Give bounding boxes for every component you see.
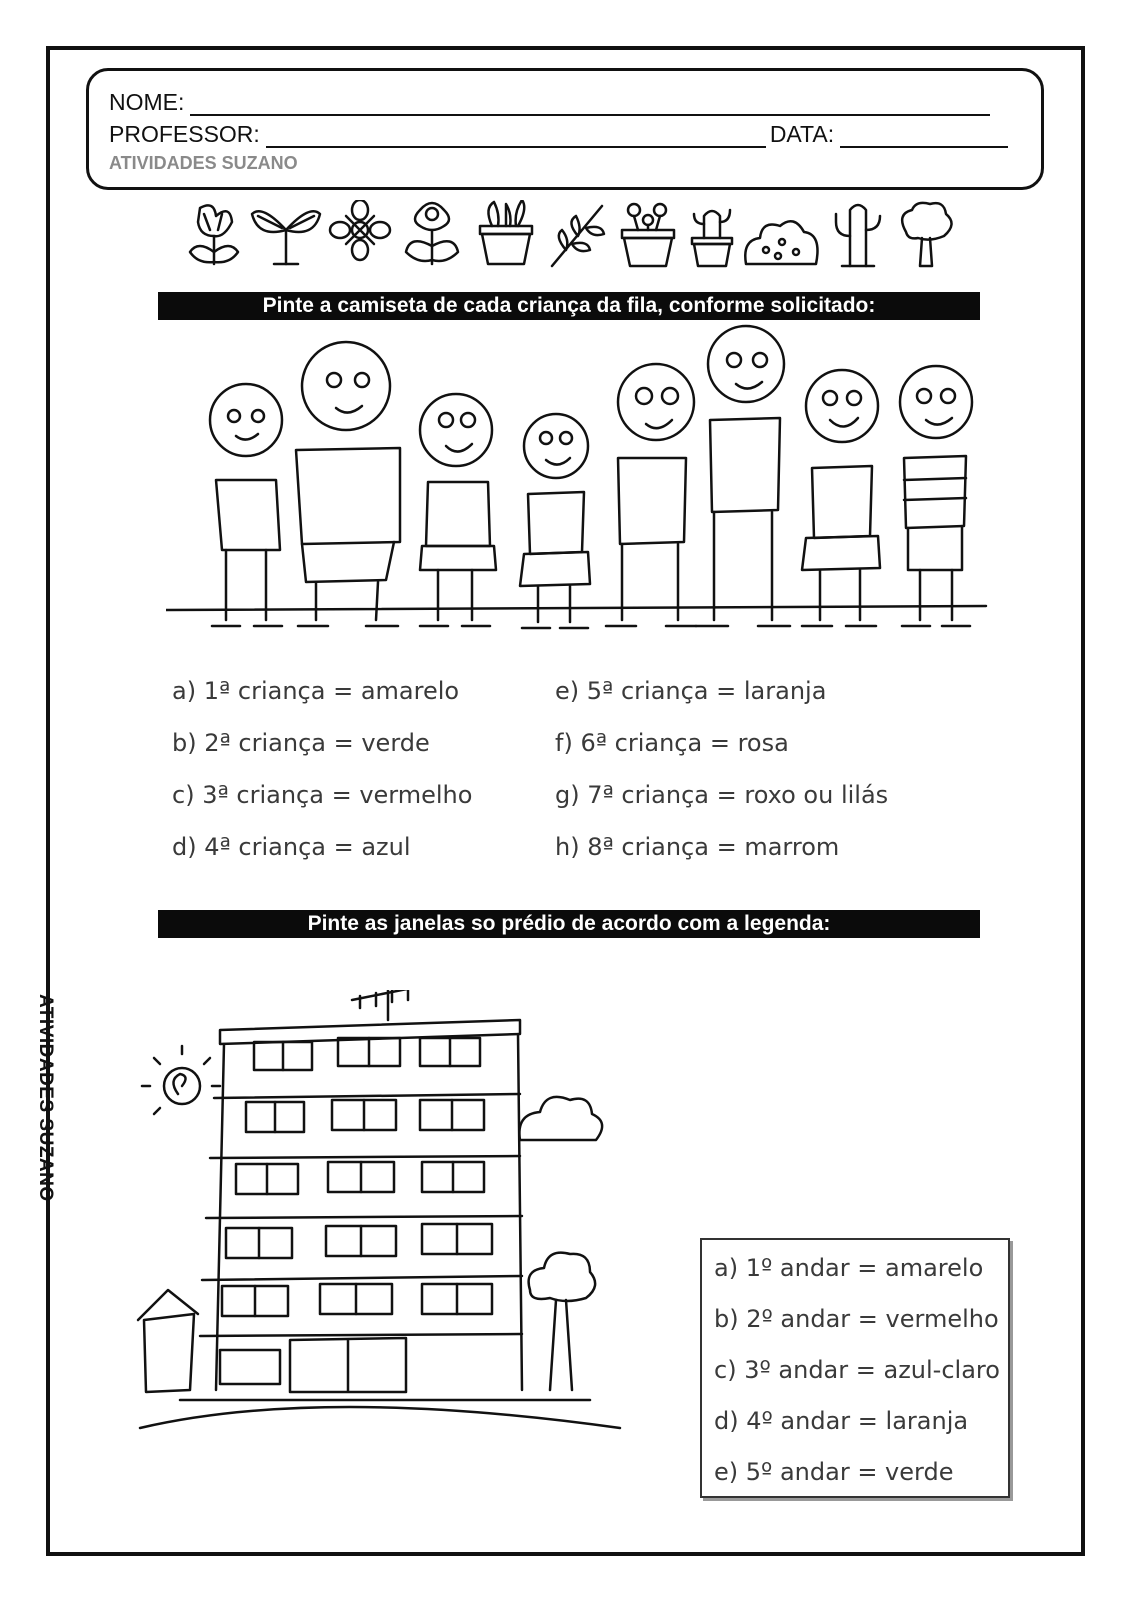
list-item: f) 6ª criança = rosa bbox=[555, 729, 789, 757]
tulip-icon bbox=[190, 205, 238, 264]
small-house bbox=[138, 1290, 198, 1392]
section1-title: Pinte a camiseta de cada criança da fila, conforme solicitado: bbox=[158, 292, 980, 320]
legend-item: c) 3º andar = azul-claro bbox=[714, 1356, 1000, 1384]
list-item: h) 8ª criança = marrom bbox=[555, 833, 840, 861]
student-info-box bbox=[86, 68, 1044, 190]
flower-bush-icon bbox=[406, 203, 458, 264]
list-item: a) 1ª criança = amarelo bbox=[172, 677, 460, 705]
list-item: d) 4ª criança = azul bbox=[172, 833, 411, 861]
building-illustration bbox=[120, 990, 640, 1490]
floor-color-legend bbox=[700, 1238, 1010, 1498]
cactus-pot-icon bbox=[692, 210, 732, 266]
entrance-door bbox=[290, 1338, 406, 1392]
child-4 bbox=[520, 414, 590, 628]
child-1 bbox=[210, 384, 282, 626]
branch-icon bbox=[552, 206, 604, 266]
section1-left-list bbox=[172, 665, 472, 873]
antenna-icon bbox=[352, 990, 432, 1020]
child-6 bbox=[696, 326, 790, 626]
child-2 bbox=[296, 342, 400, 626]
name-label: NOME: bbox=[109, 89, 185, 115]
section1-right-list bbox=[555, 665, 888, 873]
section2-title: Pinte as janelas so prédio de acordo com a legenda: bbox=[158, 910, 980, 938]
name-field[interactable] bbox=[190, 96, 990, 116]
child-3 bbox=[420, 394, 496, 626]
list-item: g) 7ª criança = roxo ou lilás bbox=[555, 781, 889, 809]
side-watermark-text: ATIVIDADES SUZANO bbox=[35, 994, 56, 1202]
legend-item: d) 4º andar = laranja bbox=[714, 1407, 969, 1435]
plant-decoration-row bbox=[186, 200, 956, 272]
date-field[interactable] bbox=[840, 128, 1008, 148]
street-curve bbox=[140, 1407, 620, 1428]
cactus-icon bbox=[836, 205, 880, 266]
legend-item: e) 5º andar = verde bbox=[714, 1458, 954, 1486]
list-item: e) 5ª criança = laranja bbox=[555, 677, 827, 705]
children-line-illustration bbox=[166, 320, 1016, 670]
child-5 bbox=[606, 364, 696, 626]
professor-field[interactable] bbox=[266, 128, 766, 148]
shrub-icon bbox=[745, 221, 817, 264]
tree-icon bbox=[902, 203, 951, 266]
windows bbox=[222, 1038, 492, 1316]
brand-label: ATIVIDADES SUZANO bbox=[109, 153, 298, 173]
ground-line bbox=[166, 606, 986, 610]
side-watermark bbox=[32, 994, 56, 1204]
professor-label: PROFESSOR: bbox=[109, 121, 260, 147]
ground-window bbox=[220, 1350, 280, 1384]
professor-row bbox=[109, 121, 1008, 148]
flower-pot-icon bbox=[622, 204, 674, 266]
legend-item: a) 1º andar = amarelo bbox=[714, 1254, 984, 1282]
tree-icon bbox=[529, 1253, 596, 1390]
list-item: b) 2ª criança = verde bbox=[172, 729, 430, 757]
child-7 bbox=[802, 370, 880, 626]
child-8 bbox=[900, 366, 972, 626]
name-row bbox=[109, 89, 990, 116]
sun-icon bbox=[142, 1046, 220, 1114]
legend-item: b) 2º andar = vermelho bbox=[714, 1305, 999, 1333]
flower-icon bbox=[330, 200, 390, 260]
cloud-icon bbox=[519, 1097, 602, 1140]
sprout-icon bbox=[252, 211, 320, 264]
potted-plant-icon bbox=[480, 200, 532, 264]
date-label: DATA: bbox=[769, 121, 835, 147]
list-item: c) 3ª criança = vermelho bbox=[172, 781, 473, 809]
